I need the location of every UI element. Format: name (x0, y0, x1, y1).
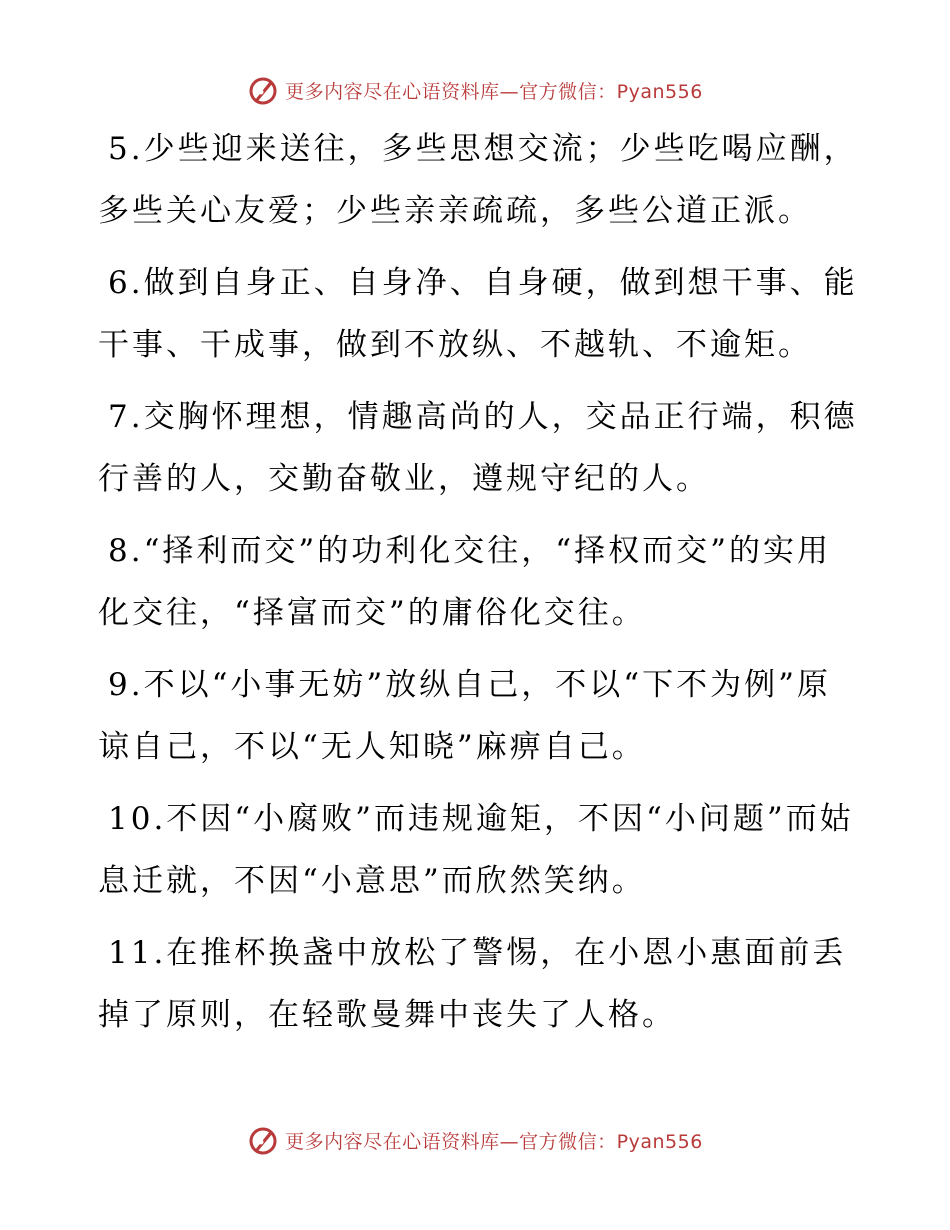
paragraph-8: 8.“择利而交”的功利化交往，“择权而交”的实用化交往，“择富而交”的庸俗化交往。 (98, 533, 831, 631)
paragraph-6: 6.做到自身正、自身净、自身硬，做到想干事、能干事、干成事，做到不放纵、不越轨、不逾矩。 (98, 265, 858, 363)
quill-pen-logo-icon (247, 74, 279, 106)
quill-pen-logo-icon (247, 1124, 279, 1156)
paragraph-5: 5.少些迎来送往，多些思想交流；少些吃喝应酬，多些关心友爱；少些亲亲疏疏，多些公道正派。 (98, 131, 858, 229)
paragraph-7: 7.交胸怀理想，情趣高尚的人，交品正行端，积德行善的人，交勤奋敬业，遵规守纪的人。 (98, 399, 858, 497)
paragraph-9: 9.不以“小事无妨”放纵自己，不以“下不为例”原谅自己，不以“无人知晓”麻痹自己。 (98, 667, 831, 765)
header-watermark (0, 70, 950, 110)
watermark-text: 更多内容尽在心语资料库—官方微信：Pyan556 (285, 80, 703, 103)
paragraph-11: 11.在推杯换盏中放松了警惕，在小恩小惠面前丢掉了原则，在轻歌曼舞中丧失了人格。 (98, 935, 847, 1033)
footer-watermark (0, 1120, 950, 1160)
paragraph-10: 10.不因“小腐败”而违规逾矩，不因“小问题”而姑息迁就，不因“小意思”而欣然笑纳。 (98, 801, 854, 899)
document-body (98, 118, 858, 1056)
watermark-text: 更多内容尽在心语资料库—官方微信：Pyan556 (285, 1130, 703, 1153)
